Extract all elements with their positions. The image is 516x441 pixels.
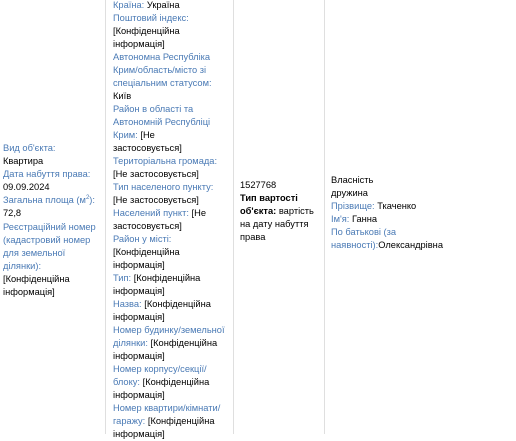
patronymic-value: Олександрівна — [378, 239, 443, 250]
value-type-label: Тип вартості об'єкта: — [240, 193, 298, 216]
right-type: Власність — [331, 174, 374, 185]
apartment-number-value: [Конфіденційна інформація] — [113, 416, 215, 439]
acquisition-date-label: Дата набуття права: — [3, 169, 91, 179]
street-type-label: Тип: — [113, 273, 132, 283]
postal-code-label: Поштовий індекс: — [113, 13, 189, 23]
region-value: Київ — [113, 91, 132, 101]
street-name-label: Назва: — [113, 299, 142, 309]
building-number-label: Номер корпусу/секції/блоку: — [113, 364, 207, 387]
value-cell — [234, 0, 325, 434]
postal-code-value: [Конфіденційна інформація] — [113, 26, 180, 49]
owner-cell — [325, 0, 516, 434]
district-value: [Не застосовується] — [113, 130, 182, 153]
country-value: Україна — [146, 0, 180, 10]
street-type-value: [Конфіденційна інформація] — [113, 273, 201, 296]
object-info — [3, 142, 102, 299]
first-name-label: Ім'я: — [331, 213, 350, 224]
country-label: Країна: — [113, 0, 145, 10]
building-number-value: [Конфіденційна інформація] — [113, 377, 210, 400]
relation: дружина — [331, 187, 368, 198]
object-info-cell — [0, 0, 106, 434]
area-label: Загальна площа $(м^2)$: 72,8 — [3, 194, 95, 218]
object-value — [240, 179, 318, 244]
settlement-type-value: [Не застосовується] — [113, 195, 199, 205]
surname-label: Прізвище: — [331, 200, 375, 211]
area-value: 72,8 — [3, 208, 22, 218]
city-district-value: [Конфіденційна інформація] — [113, 247, 180, 270]
owner-info — [331, 174, 510, 252]
district-label: Район в області та Автономній Республіці Крим: — [113, 104, 211, 140]
region-label: Автономна Республіка Крим/область/місто зі спеціальним статусом: — [113, 52, 212, 88]
street-name-value: [Конфіденційна інформація] — [113, 299, 211, 322]
apartment-number-label: Номер квартири/кімнати/гаражу: — [113, 403, 221, 426]
object-type-label: Вид об'єкта: — [3, 143, 56, 153]
first-name-value: Ганна — [351, 213, 378, 224]
settlement-value: [Не застосовується] — [113, 208, 206, 231]
registration-number-label: Реєстраційний номер (кадастровий номер для земельної ділянки): — [3, 222, 96, 271]
address-cell — [106, 0, 234, 439]
house-number-label: Номер будинку/земельної ділянки: — [113, 325, 225, 348]
value-type-text: вартість на дату набуття права — [240, 206, 314, 242]
community-label: Територіальна громада: — [113, 156, 218, 166]
settlement-label: Населений пункт: — [113, 208, 189, 218]
acquisition-date-value: 09.09.2024 — [3, 182, 50, 192]
city-district-label: Район у місті: — [113, 234, 172, 244]
surname-value: Ткаченко — [377, 200, 417, 211]
house-number-value: [Конфіденційна інформація] — [113, 338, 218, 361]
value-amount: 1527768 — [240, 180, 277, 190]
community-value: [Не застосовується] — [113, 169, 199, 179]
patronymic-label: По батькові (за наявності): — [331, 226, 397, 250]
settlement-type-label: Тип населеного пункту: — [113, 182, 214, 192]
registration-number-value: [Конфіденційна інформація] — [3, 274, 70, 297]
object-type-value: Квартира — [3, 156, 44, 166]
